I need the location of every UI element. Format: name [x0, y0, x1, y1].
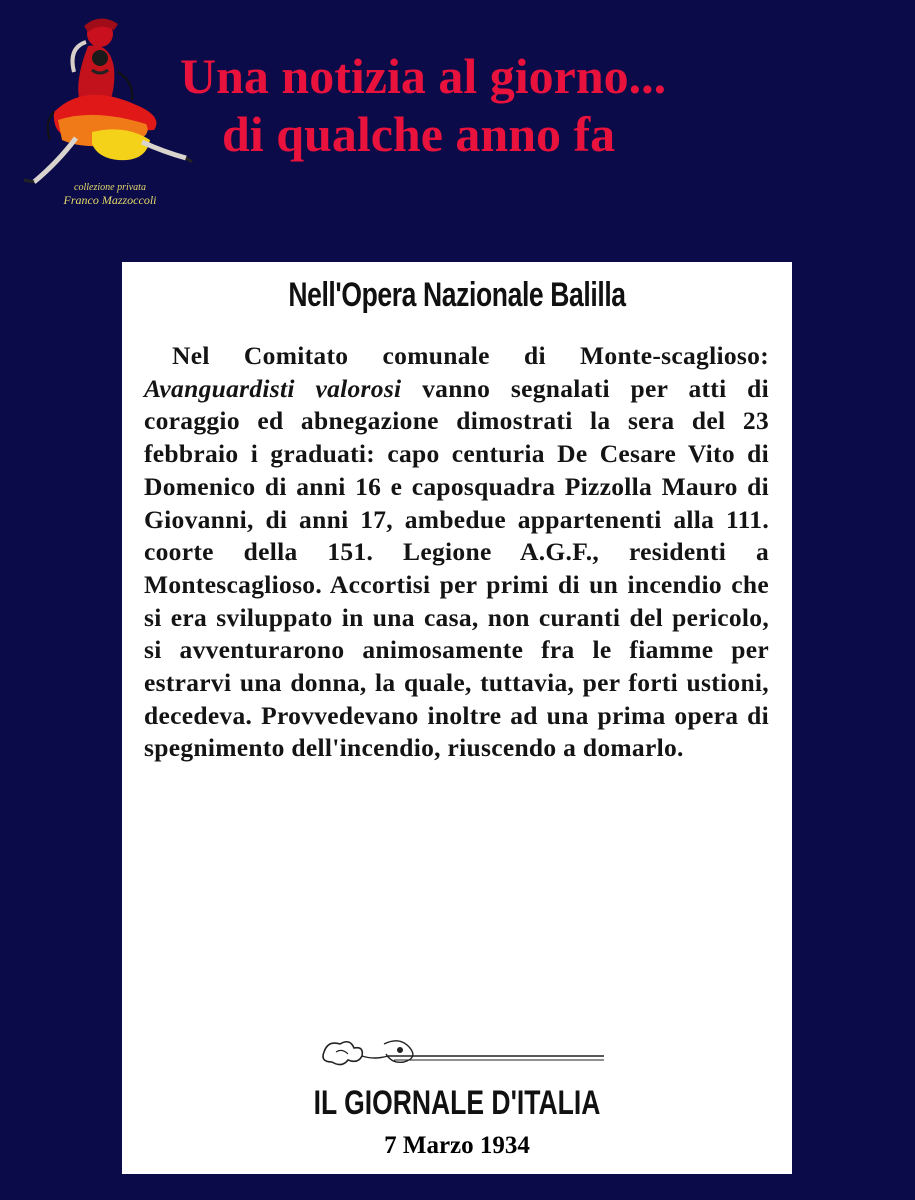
- newspaper-clipping: [122, 262, 792, 1174]
- logo-caption: [30, 183, 190, 206]
- publication-date: 7 Marzo 1934: [384, 1132, 530, 1159]
- article-body-italic: Avanguardisti valorosi: [144, 373, 402, 403]
- article-body: [144, 340, 769, 765]
- headline-line2: di qualche anno fa: [222, 105, 616, 162]
- article-body-intro: Nel Comitato comunale di Monte-scaglioso:: [172, 341, 769, 370]
- article-title: Nell'Opera Nazionale Balilla: [288, 276, 626, 314]
- flower-ornament-icon: [314, 1034, 614, 1074]
- article-body-main: vanno segnalati per atti di coraggio ed abnegazione dimostrati la sera del 23 febbraio i graduati: capo centuria De Cesare Vito di Domenico di anni 16 e caposquadra Pizzolla Mauro di Giovanni, di anni 17, ambedue appartenenti alla 111. coorte della 151. Legione A.G.F., residenti a Montescaglioso. Accortisi per primi di un incendio che si era sviluppato in una casa, non curanti del pericolo, si avventurarono animosamente fra le fiamme per estrarvi una donna, la quale, tuttavia, per forti ustioni, decedeva. Provvedevano inoltre ad una prima opera di spegnimento dell'incendio, riuscendo a domarlo.: [144, 373, 769, 763]
- page-headline: [180, 48, 900, 163]
- headline-line1: Una notizia al giorno...: [180, 48, 667, 104]
- logo-caption-line2: Franco Mazzoccoli: [63, 192, 157, 207]
- logo-caption-line1: collezione privata: [74, 182, 146, 193]
- newspaper-name: IL GIORNALE D'ITALIA: [313, 1084, 601, 1122]
- dancer-illustration-icon: [14, 12, 194, 187]
